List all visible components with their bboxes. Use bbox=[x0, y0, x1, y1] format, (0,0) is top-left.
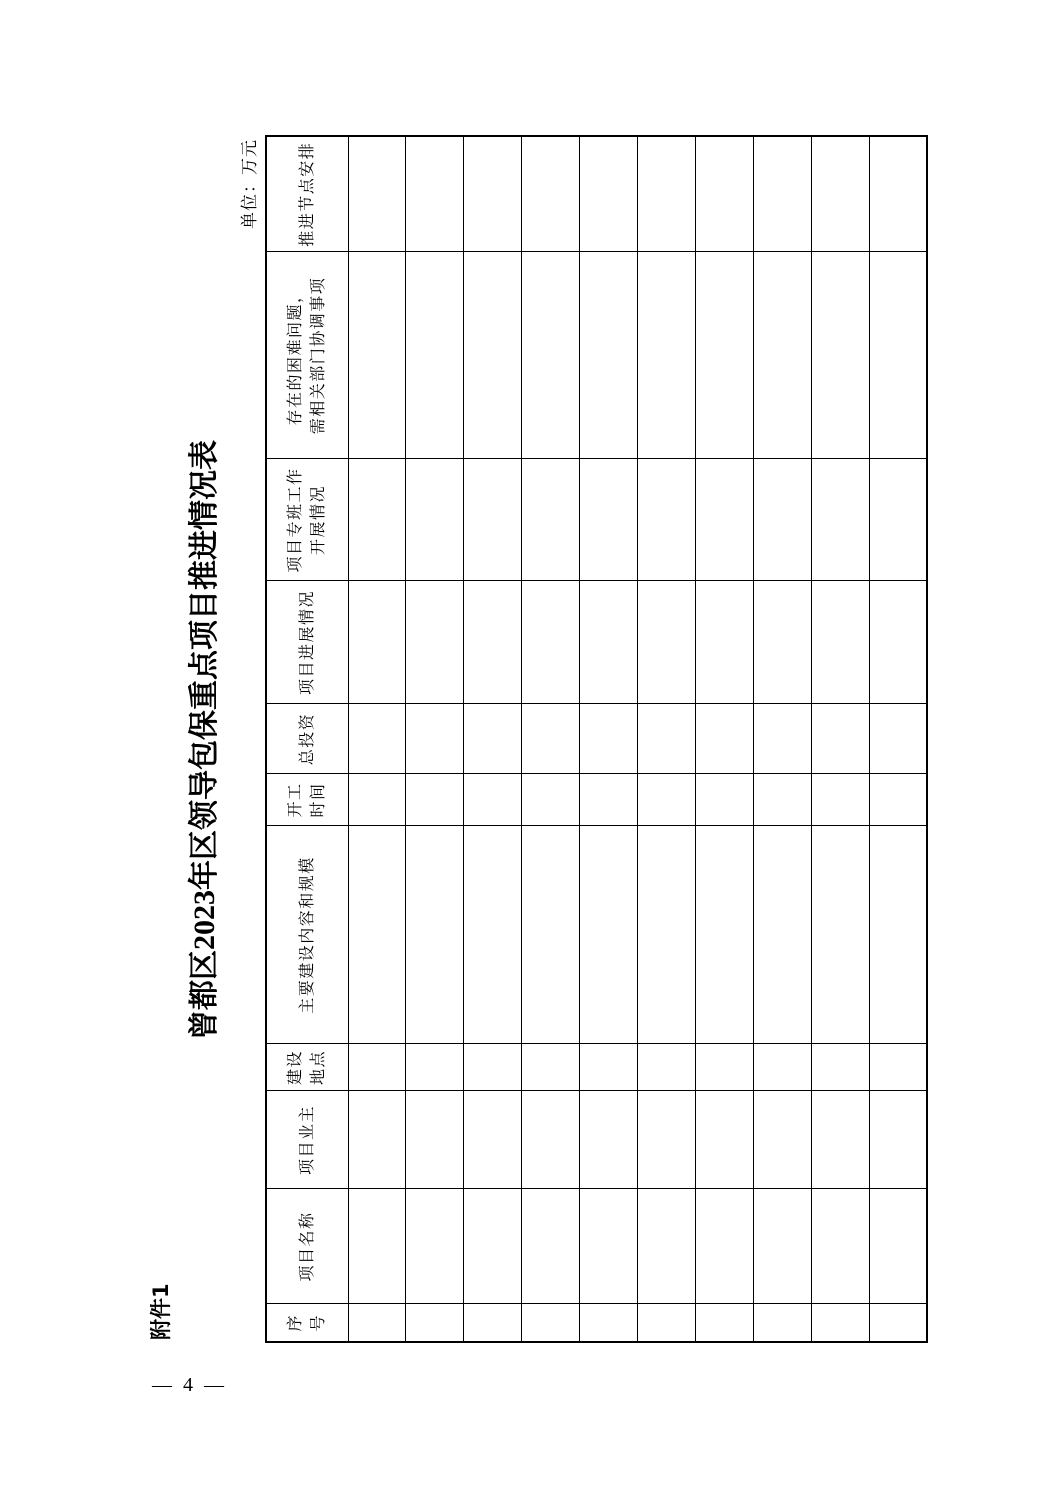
cell-schedule-arrangement bbox=[811, 136, 869, 252]
cell-start-time bbox=[580, 774, 638, 826]
cell-main-content-scale bbox=[464, 826, 522, 1044]
cell-total-investment bbox=[695, 704, 753, 774]
header-serial-number bbox=[266, 1304, 348, 1342]
cell-difficulties-coordination bbox=[406, 252, 464, 459]
cell-project-progress bbox=[753, 581, 811, 704]
cell-project-owner bbox=[753, 1091, 811, 1189]
cell-project-name bbox=[695, 1189, 753, 1304]
cell-construction-site bbox=[348, 1044, 406, 1091]
cell-difficulties-coordination bbox=[464, 252, 522, 459]
cell-project-progress bbox=[695, 581, 753, 704]
cell-main-content-scale bbox=[637, 826, 695, 1044]
cell-project-name bbox=[869, 1189, 927, 1304]
cell-construction-site bbox=[406, 1044, 464, 1091]
cell-difficulties-coordination bbox=[869, 252, 927, 459]
cell-construction-site bbox=[464, 1044, 522, 1091]
cell-schedule-arrangement bbox=[753, 136, 811, 252]
cell-project-name bbox=[637, 1189, 695, 1304]
cell-total-investment bbox=[464, 704, 522, 774]
header-label: 建设 bbox=[287, 1050, 305, 1086]
cell-serial-number bbox=[811, 1304, 869, 1342]
cell-main-content-scale bbox=[811, 826, 869, 1044]
table-row bbox=[580, 136, 638, 1342]
cell-construction-site bbox=[695, 1044, 753, 1091]
cell-schedule-arrangement bbox=[695, 136, 753, 252]
cell-main-content-scale bbox=[753, 826, 811, 1044]
table-row bbox=[522, 136, 580, 1342]
cell-task-force-work bbox=[695, 459, 753, 581]
cell-start-time bbox=[406, 774, 464, 826]
cell-total-investment bbox=[869, 704, 927, 774]
header-schedule-arrangement bbox=[266, 136, 348, 252]
cell-serial-number bbox=[869, 1304, 927, 1342]
cell-start-time bbox=[811, 774, 869, 826]
header-project-progress bbox=[266, 581, 348, 704]
cell-construction-site bbox=[753, 1044, 811, 1091]
header-label: 主要建设内容和规模 bbox=[298, 856, 316, 1014]
cell-total-investment bbox=[522, 704, 580, 774]
unit-label: 单位：万元 bbox=[240, 139, 259, 229]
table-row bbox=[464, 136, 522, 1342]
document-title: 曾都区2023年区领导包保重点项目推进情况表 bbox=[188, 440, 221, 1040]
cell-difficulties-coordination bbox=[580, 252, 638, 459]
cell-start-time bbox=[464, 774, 522, 826]
cell-schedule-arrangement bbox=[348, 136, 406, 252]
cell-task-force-work bbox=[637, 459, 695, 581]
cell-project-progress bbox=[580, 581, 638, 704]
cell-serial-number bbox=[753, 1304, 811, 1342]
cell-project-progress bbox=[811, 581, 869, 704]
cell-task-force-work bbox=[348, 459, 406, 581]
header-project-name bbox=[266, 1189, 348, 1304]
header-label: 项目专班工作 bbox=[287, 467, 305, 573]
cell-task-force-work bbox=[811, 459, 869, 581]
cell-construction-site bbox=[580, 1044, 638, 1091]
cell-construction-site bbox=[637, 1044, 695, 1091]
cell-start-time bbox=[522, 774, 580, 826]
cell-schedule-arrangement bbox=[522, 136, 580, 252]
cell-serial-number bbox=[522, 1304, 580, 1342]
header-label: 项目名称 bbox=[298, 1211, 316, 1282]
cell-task-force-work bbox=[580, 459, 638, 581]
cell-start-time bbox=[753, 774, 811, 826]
cell-project-progress bbox=[348, 581, 406, 704]
header-project-owner bbox=[266, 1091, 348, 1189]
header-label: 项目业主 bbox=[298, 1105, 316, 1176]
cell-serial-number bbox=[348, 1304, 406, 1342]
header-row bbox=[266, 136, 348, 1342]
header-difficulties-coordination bbox=[266, 252, 348, 459]
cell-project-progress bbox=[637, 581, 695, 704]
cell-task-force-work bbox=[464, 459, 522, 581]
cell-total-investment bbox=[348, 704, 406, 774]
cell-project-owner bbox=[406, 1091, 464, 1189]
cell-difficulties-coordination bbox=[348, 252, 406, 459]
cell-total-investment bbox=[580, 704, 638, 774]
cell-project-owner bbox=[811, 1091, 869, 1189]
cell-task-force-work bbox=[869, 459, 927, 581]
header-label: 序 bbox=[287, 1314, 305, 1332]
header-label: 项目进展情况 bbox=[298, 590, 316, 696]
cell-main-content-scale bbox=[695, 826, 753, 1044]
cell-project-owner bbox=[464, 1091, 522, 1189]
cell-project-owner bbox=[869, 1091, 927, 1189]
cell-main-content-scale bbox=[580, 826, 638, 1044]
cell-main-content-scale bbox=[522, 826, 580, 1044]
header-label: 时间 bbox=[310, 782, 328, 818]
cell-task-force-work bbox=[406, 459, 464, 581]
cell-main-content-scale bbox=[348, 826, 406, 1044]
cell-difficulties-coordination bbox=[637, 252, 695, 459]
table-row bbox=[869, 136, 927, 1342]
cell-project-name bbox=[406, 1189, 464, 1304]
cell-construction-site bbox=[522, 1044, 580, 1091]
cell-project-name bbox=[464, 1189, 522, 1304]
header-label: 需相关部门协调事项 bbox=[310, 276, 328, 435]
cell-project-name bbox=[580, 1189, 638, 1304]
cell-project-name bbox=[753, 1189, 811, 1304]
cell-difficulties-coordination bbox=[522, 252, 580, 459]
cell-main-content-scale bbox=[869, 826, 927, 1044]
table-row bbox=[811, 136, 869, 1342]
cell-project-owner bbox=[637, 1091, 695, 1189]
cell-project-owner bbox=[580, 1091, 638, 1189]
cell-total-investment bbox=[753, 704, 811, 774]
cell-schedule-arrangement bbox=[869, 136, 927, 252]
cell-difficulties-coordination bbox=[695, 252, 753, 459]
cell-serial-number bbox=[580, 1304, 638, 1342]
cell-project-owner bbox=[522, 1091, 580, 1189]
cell-serial-number bbox=[695, 1304, 753, 1342]
project-progress-table bbox=[265, 135, 928, 1343]
header-construction-site bbox=[266, 1044, 348, 1091]
header-label: 开展情况 bbox=[310, 485, 328, 556]
cell-schedule-arrangement bbox=[637, 136, 695, 252]
header-label: 地点 bbox=[310, 1050, 328, 1086]
header-label: 开工 bbox=[287, 782, 305, 818]
cell-serial-number bbox=[464, 1304, 522, 1342]
cell-construction-site bbox=[869, 1044, 927, 1091]
table-row bbox=[406, 136, 464, 1342]
cell-main-content-scale bbox=[406, 826, 464, 1044]
cell-serial-number bbox=[406, 1304, 464, 1342]
cell-project-name bbox=[522, 1189, 580, 1304]
cell-difficulties-coordination bbox=[753, 252, 811, 459]
cell-project-owner bbox=[695, 1091, 753, 1189]
cell-total-investment bbox=[406, 704, 464, 774]
cell-serial-number bbox=[637, 1304, 695, 1342]
cell-total-investment bbox=[637, 704, 695, 774]
cell-project-name bbox=[811, 1189, 869, 1304]
header-label: 总投资 bbox=[298, 712, 316, 766]
cell-start-time bbox=[637, 774, 695, 826]
cell-start-time bbox=[869, 774, 927, 826]
cell-schedule-arrangement bbox=[464, 136, 522, 252]
header-label: 推进节点安排 bbox=[298, 141, 316, 247]
cell-project-progress bbox=[869, 581, 927, 704]
header-task-force-work bbox=[266, 459, 348, 581]
cell-project-progress bbox=[406, 581, 464, 704]
cell-difficulties-coordination bbox=[811, 252, 869, 459]
page-number: — 4 — bbox=[152, 1374, 227, 1396]
cell-task-force-work bbox=[522, 459, 580, 581]
cell-task-force-work bbox=[753, 459, 811, 581]
header-main-content-scale bbox=[266, 826, 348, 1044]
table-row bbox=[348, 136, 406, 1342]
cell-start-time bbox=[348, 774, 406, 826]
table-row bbox=[753, 136, 811, 1342]
cell-project-name bbox=[348, 1189, 406, 1304]
header-label: 号 bbox=[310, 1314, 328, 1332]
cell-project-owner bbox=[348, 1091, 406, 1189]
attachment-label: 附件1 bbox=[149, 1283, 173, 1340]
table-row bbox=[695, 136, 753, 1342]
cell-construction-site bbox=[811, 1044, 869, 1091]
cell-project-progress bbox=[464, 581, 522, 704]
cell-schedule-arrangement bbox=[406, 136, 464, 252]
header-label: 存在的困难问题， bbox=[287, 285, 305, 426]
cell-project-progress bbox=[522, 581, 580, 704]
cell-schedule-arrangement bbox=[580, 136, 638, 252]
header-total-investment bbox=[266, 704, 348, 774]
header-start-time bbox=[266, 774, 348, 826]
table-row bbox=[637, 136, 695, 1342]
cell-start-time bbox=[695, 774, 753, 826]
cell-total-investment bbox=[811, 704, 869, 774]
